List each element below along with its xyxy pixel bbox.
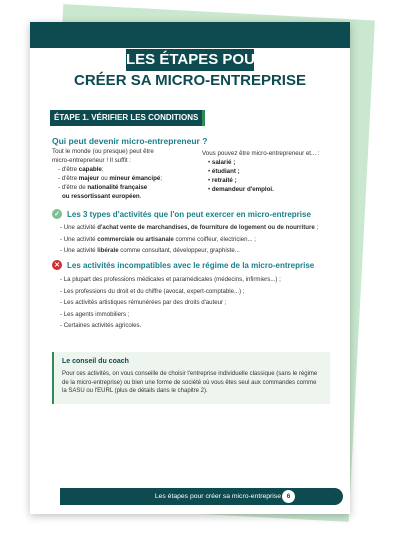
who-heading: Qui peut devenir micro-entrepreneur ? [52,136,208,146]
list-item: • étudiant ; [208,168,240,175]
coach-tip-title: Le conseil du coach [62,358,129,365]
footer-text: Les étapes pour créer sa micro-entreprise [154,493,281,500]
activities-list [60,222,318,257]
list-item: - d'être de nationalité française [58,184,148,191]
activities-heading-text: Les 3 types d'activités que l'on peut exercer en micro-entreprise [67,209,311,219]
coach-tip-line: la SASU ou l'EURL (plus de détails dans le chapitre 2). [62,388,208,395]
x-circle-icon: ✕ [52,260,62,270]
list-item: - Une activité commerciale ou artisanale comme coiffeur, électricien... ; [60,235,256,243]
incompatible-heading [52,260,314,270]
list-item: - Les activités artistiques rémunérées par des droits d'auteur ; [60,299,227,306]
incompatible-heading-text: Les activités incompatibles avec le régime de la micro-entreprise [67,260,315,270]
top-header-band [30,22,350,48]
list-item: - Une activité d'achat vente de marchandises, de fourniture de logement ou de nourriture ; [60,224,319,231]
coach-tip-line: de la micro-entreprise) ou bien une forme de société où vous êtes seul aux commandes comme [62,379,317,386]
list-item: - Les professions du droit et du chiffre (avocat, expert-comptable...) ; [60,287,245,295]
incompatible-list [60,274,281,332]
list-item: • salarié ; [208,159,236,166]
who-left-column [52,147,192,201]
list-item: - Les agents immobiliers ; [60,310,130,318]
list-item: - Certaines activités agricoles. [60,322,142,329]
check-circle-icon: ✓ [52,209,62,219]
who-right-intro: Vous pouvez être micro-entrepreneur et... : [202,150,320,157]
list-item: ou ressortissant européen. [62,193,142,200]
list-item: - La plupart des professions médicales et paramédicales (médecins, infirmiers...) ; [60,276,281,283]
activities-heading [52,209,311,219]
who-status-list [202,158,332,194]
page-title-line2: CRÉER SA MICRO-ENTREPRISE [74,72,306,89]
page-number: 6 [282,490,295,503]
page-title-line1: LES ÉTAPES POUR [126,49,254,71]
coach-tip-box [52,352,330,404]
document-page [30,22,350,514]
coach-tip-line: Pour ces activités, on vous conseille de choisir l'entreprise individuelle classique (sans le régime [62,371,318,377]
list-item: • demandeur d'emploi. [208,186,274,193]
list-item: - d'être majeur ou mineur émancipé; [58,175,163,182]
step-label: ÉTAPE 1. VÉRIFIER LES CONDITIONS [50,110,202,126]
who-right-column [202,149,332,194]
who-intro-line1: Tout le monde (ou presque) peut être [52,148,154,155]
coach-tip-text [62,370,326,396]
list-item: - Une activité libérale comme consultant, développeur, graphiste... [60,247,240,254]
list-item: - d'être capable; [58,166,104,173]
who-conditions-list [52,165,192,201]
who-intro-line2: micro-entrepreneur ! Il suffit : [52,157,131,164]
list-item: • retraité ; [208,177,237,184]
page-footer [60,488,343,505]
